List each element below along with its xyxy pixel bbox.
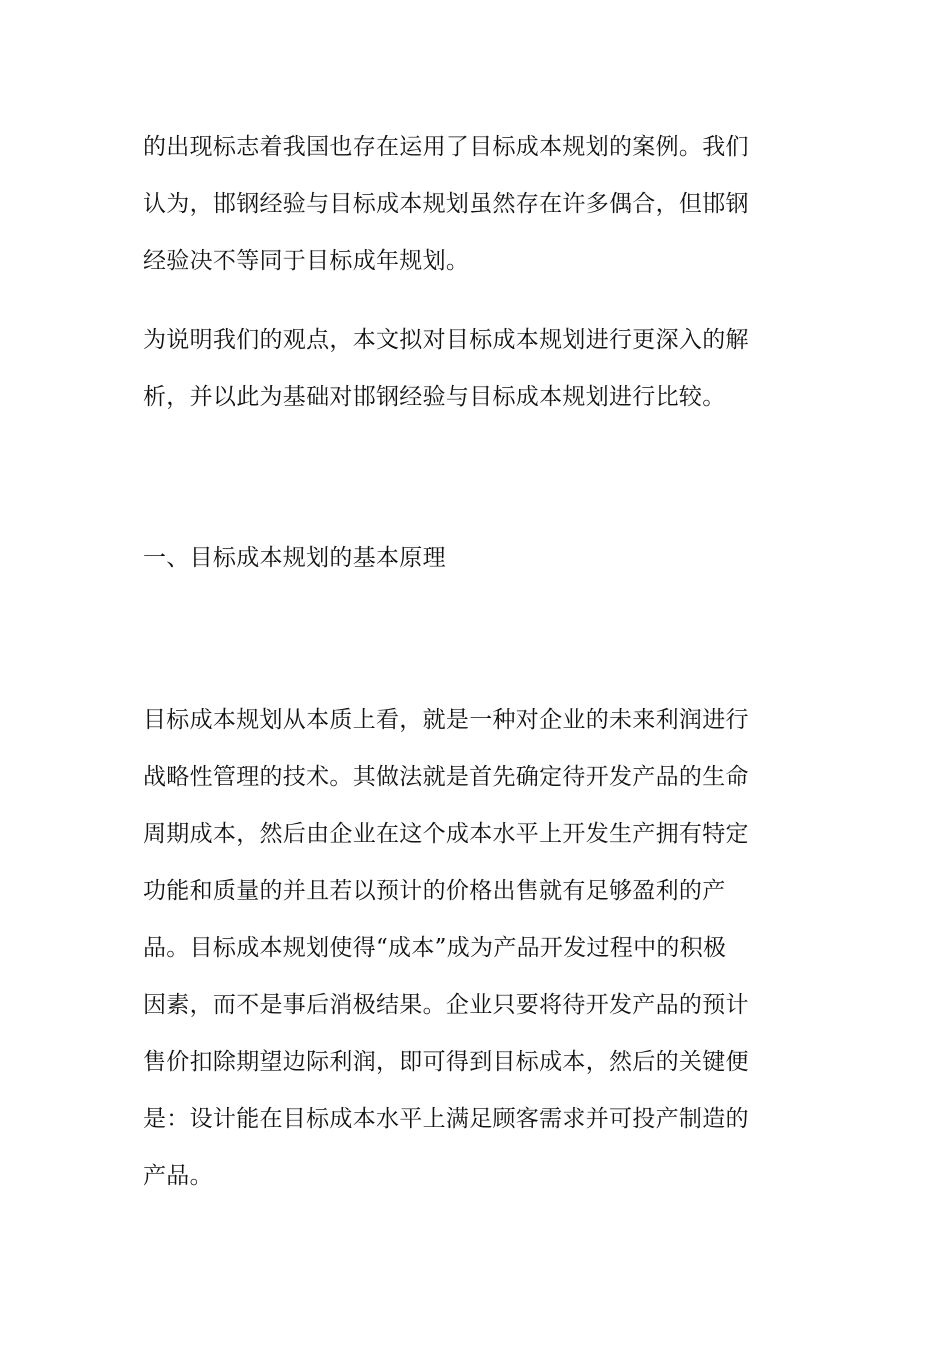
paragraph-line: 析，并以此为基础对邯钢经验与目标成本规划进行比较。	[143, 384, 726, 410]
paragraph-line: 售价扣除期望边际利润，即可得到目标成本，然后的关键便	[143, 1049, 749, 1075]
paragraph-2	[143, 312, 749, 426]
paragraph-line: 功能和质量的并且若以预计的价格出售就有足够盈利的产	[143, 878, 726, 904]
paragraph-line: 目标成本规划从本质上看，就是一种对企业的未来利润进行	[143, 707, 749, 733]
paragraph-line: 是：设计能在目标成本水平上满足顾客需求并可投产制造的	[143, 1106, 749, 1132]
paragraph-3	[143, 692, 749, 1205]
paragraph-line: 产品。	[143, 1163, 213, 1189]
section-heading	[143, 530, 743, 587]
paragraph-line: 战略性管理的技术。其做法就是首先确定待开发产品的生命	[143, 764, 749, 790]
paragraph-line: 的出现标志着我国也存在运用了目标成本规划的案例。我们	[143, 134, 749, 160]
paragraph-line: 经验决不等同于目标成年规划。	[143, 248, 470, 274]
paragraph-line: 认为，邯钢经验与目标成本规划虽然存在许多偶合，但邯钢	[143, 191, 749, 217]
paragraph-line: 因素，而不是事后消极结果。企业只要将待开发产品的预计	[143, 992, 749, 1018]
paragraph-line: 品。目标成本规划使得“成本”成为产品开发过程中的积极	[143, 935, 727, 961]
paragraph-line: 为说明我们的观点，本文拟对目标成本规划进行更深入的解	[143, 327, 749, 353]
paragraph-1	[143, 119, 749, 290]
section-heading-text: 一、目标成本规划的基本原理	[143, 545, 446, 571]
paragraph-line: 周期成本，然后由企业在这个成本水平上开发生产拥有特定	[143, 821, 749, 847]
